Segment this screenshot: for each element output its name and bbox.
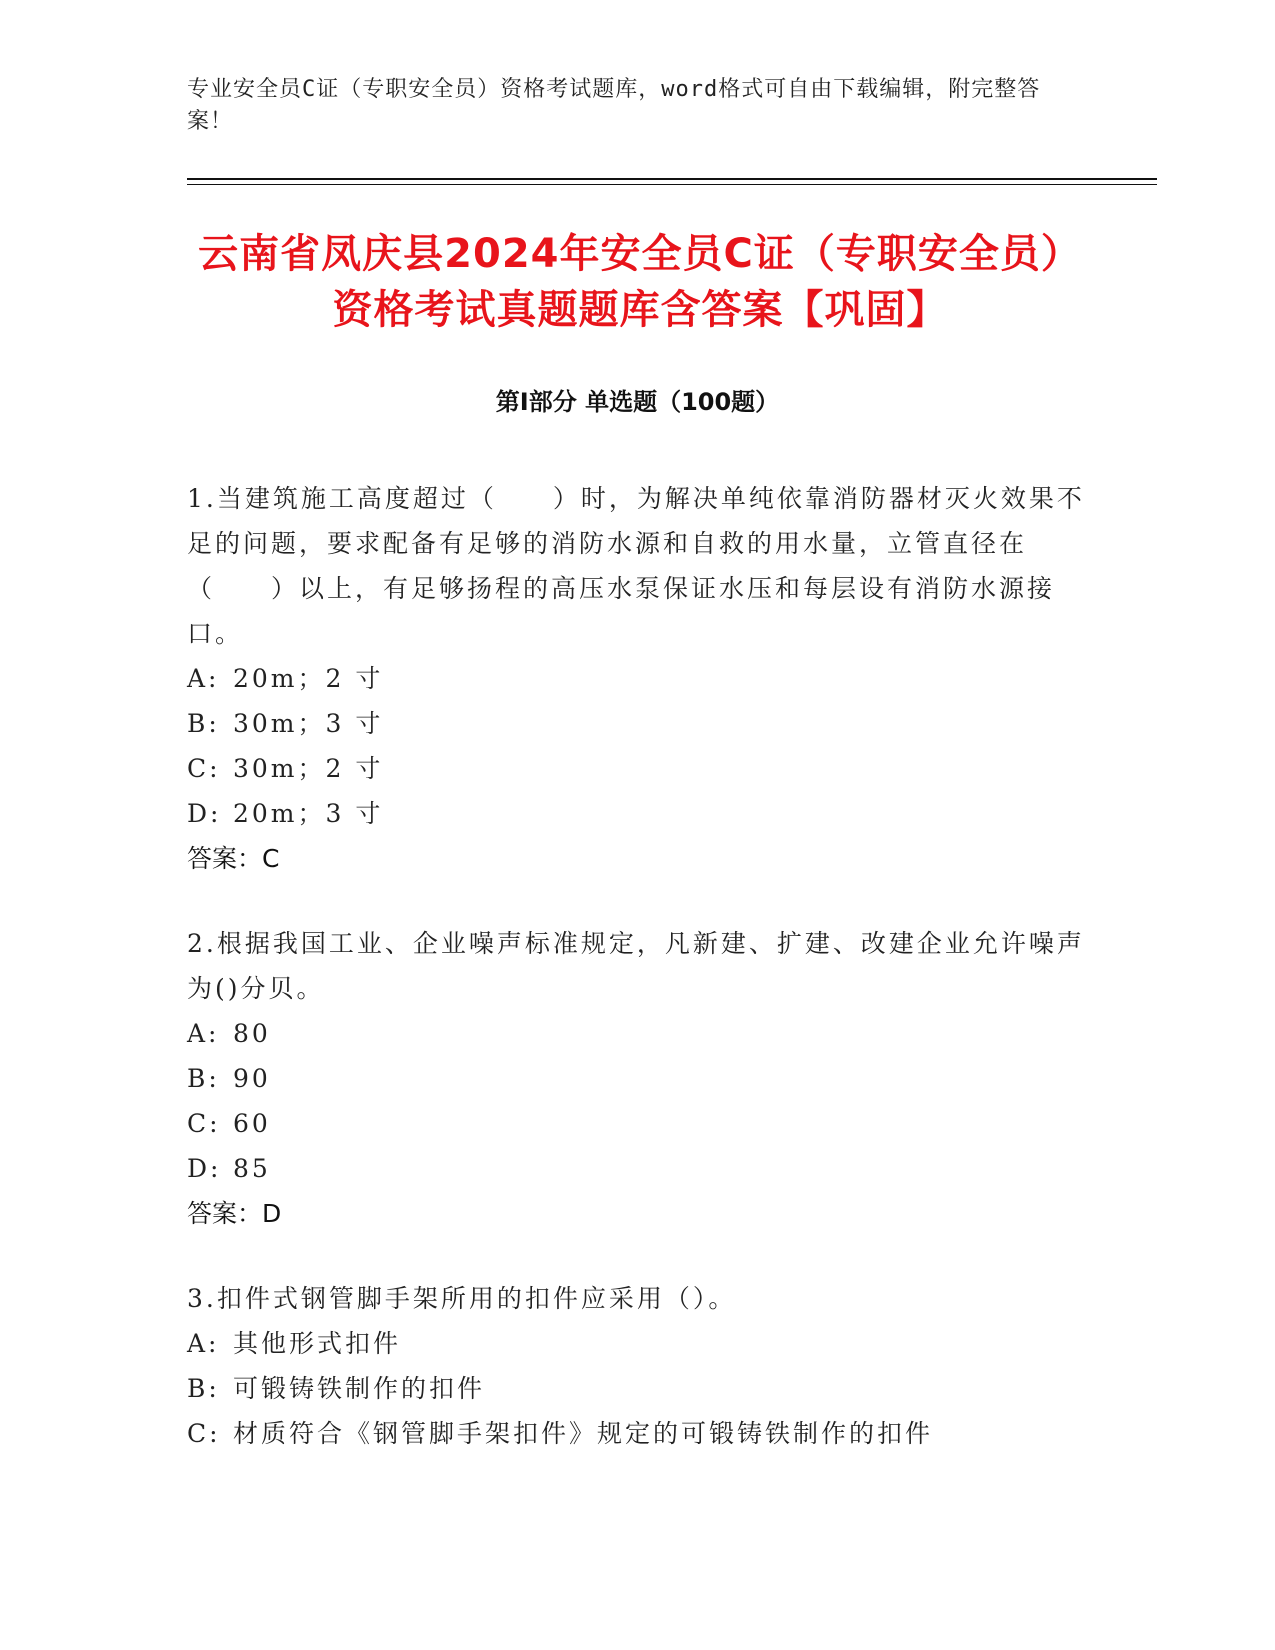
option-c bbox=[187, 746, 1087, 791]
question-1 bbox=[187, 476, 1087, 881]
header-divider-thick bbox=[187, 178, 1157, 180]
option-text: 90 bbox=[233, 1064, 271, 1093]
option-a bbox=[187, 1321, 1087, 1366]
option-text: 20m；3 寸 bbox=[233, 799, 384, 828]
option-text: 85 bbox=[233, 1154, 271, 1183]
option-text: 80 bbox=[233, 1019, 271, 1048]
option-text: 30m；3 寸 bbox=[233, 709, 384, 738]
option-letter: B: bbox=[187, 1374, 220, 1403]
option-a bbox=[187, 656, 1087, 701]
option-letter: A: bbox=[187, 1329, 220, 1358]
option-letter: A: bbox=[187, 1019, 220, 1048]
option-letter: B: bbox=[187, 709, 220, 738]
answer-line: 答案：D bbox=[187, 1199, 282, 1228]
question-list bbox=[187, 476, 1087, 1496]
option-letter: C: bbox=[187, 1419, 221, 1448]
option-b bbox=[187, 701, 1087, 746]
option-text: 材质符合《钢管脚手架扣件》规定的可锻铸铁制作的扣件 bbox=[233, 1419, 934, 1448]
option-letter: D: bbox=[187, 799, 222, 828]
option-text: 60 bbox=[233, 1109, 271, 1138]
option-text: 其他形式扣件 bbox=[233, 1329, 402, 1358]
question-stem: 3.扣件式钢管脚手架所用的扣件应采用（）。 bbox=[187, 1284, 737, 1313]
option-c bbox=[187, 1411, 1087, 1456]
option-c bbox=[187, 1101, 1087, 1146]
header-note: 专业安全员C证（专职安全员）资格考试题库，word格式可自由下载编辑，附完整答案！ bbox=[187, 77, 1041, 134]
option-letter: D: bbox=[187, 1154, 222, 1183]
answer-line: 答案：C bbox=[187, 844, 280, 873]
option-text: 20m；2 寸 bbox=[233, 664, 384, 693]
question-stem: 1.当建筑施工高度超过（ ）时，为解决单纯依靠消防器材灭火效果不足的问题，要求配备有足够的消防水源和自救的用水量，立管直径在（ ）以上，有足够扬程的高压水泵保证水压和每层设有消防水源接口。 bbox=[187, 484, 1085, 648]
option-d bbox=[187, 791, 1087, 836]
section-heading: 第I部分 单选题（100题） bbox=[495, 388, 780, 416]
header-divider-thin bbox=[187, 184, 1157, 185]
option-text: 30m；2 寸 bbox=[233, 754, 384, 783]
option-a bbox=[187, 1011, 1087, 1056]
option-letter: C: bbox=[187, 754, 221, 783]
question-stem: 2.根据我国工业、企业噪声标准规定，凡新建、扩建、改建企业允许噪声为()分贝。 bbox=[187, 929, 1085, 1003]
option-letter: A: bbox=[187, 664, 220, 693]
option-letter: C: bbox=[187, 1109, 221, 1138]
option-text: 可锻铸铁制作的扣件 bbox=[233, 1374, 486, 1403]
question-3 bbox=[187, 1276, 1087, 1456]
question-2 bbox=[187, 921, 1087, 1236]
option-letter: B: bbox=[187, 1064, 220, 1093]
option-d bbox=[187, 1146, 1087, 1191]
option-b bbox=[187, 1366, 1087, 1411]
document-title: 云南省凤庆县2024年安全员C证（专职安全员）资格考试真题题库含答案【巩固】 bbox=[198, 231, 1082, 333]
option-b bbox=[187, 1056, 1087, 1101]
